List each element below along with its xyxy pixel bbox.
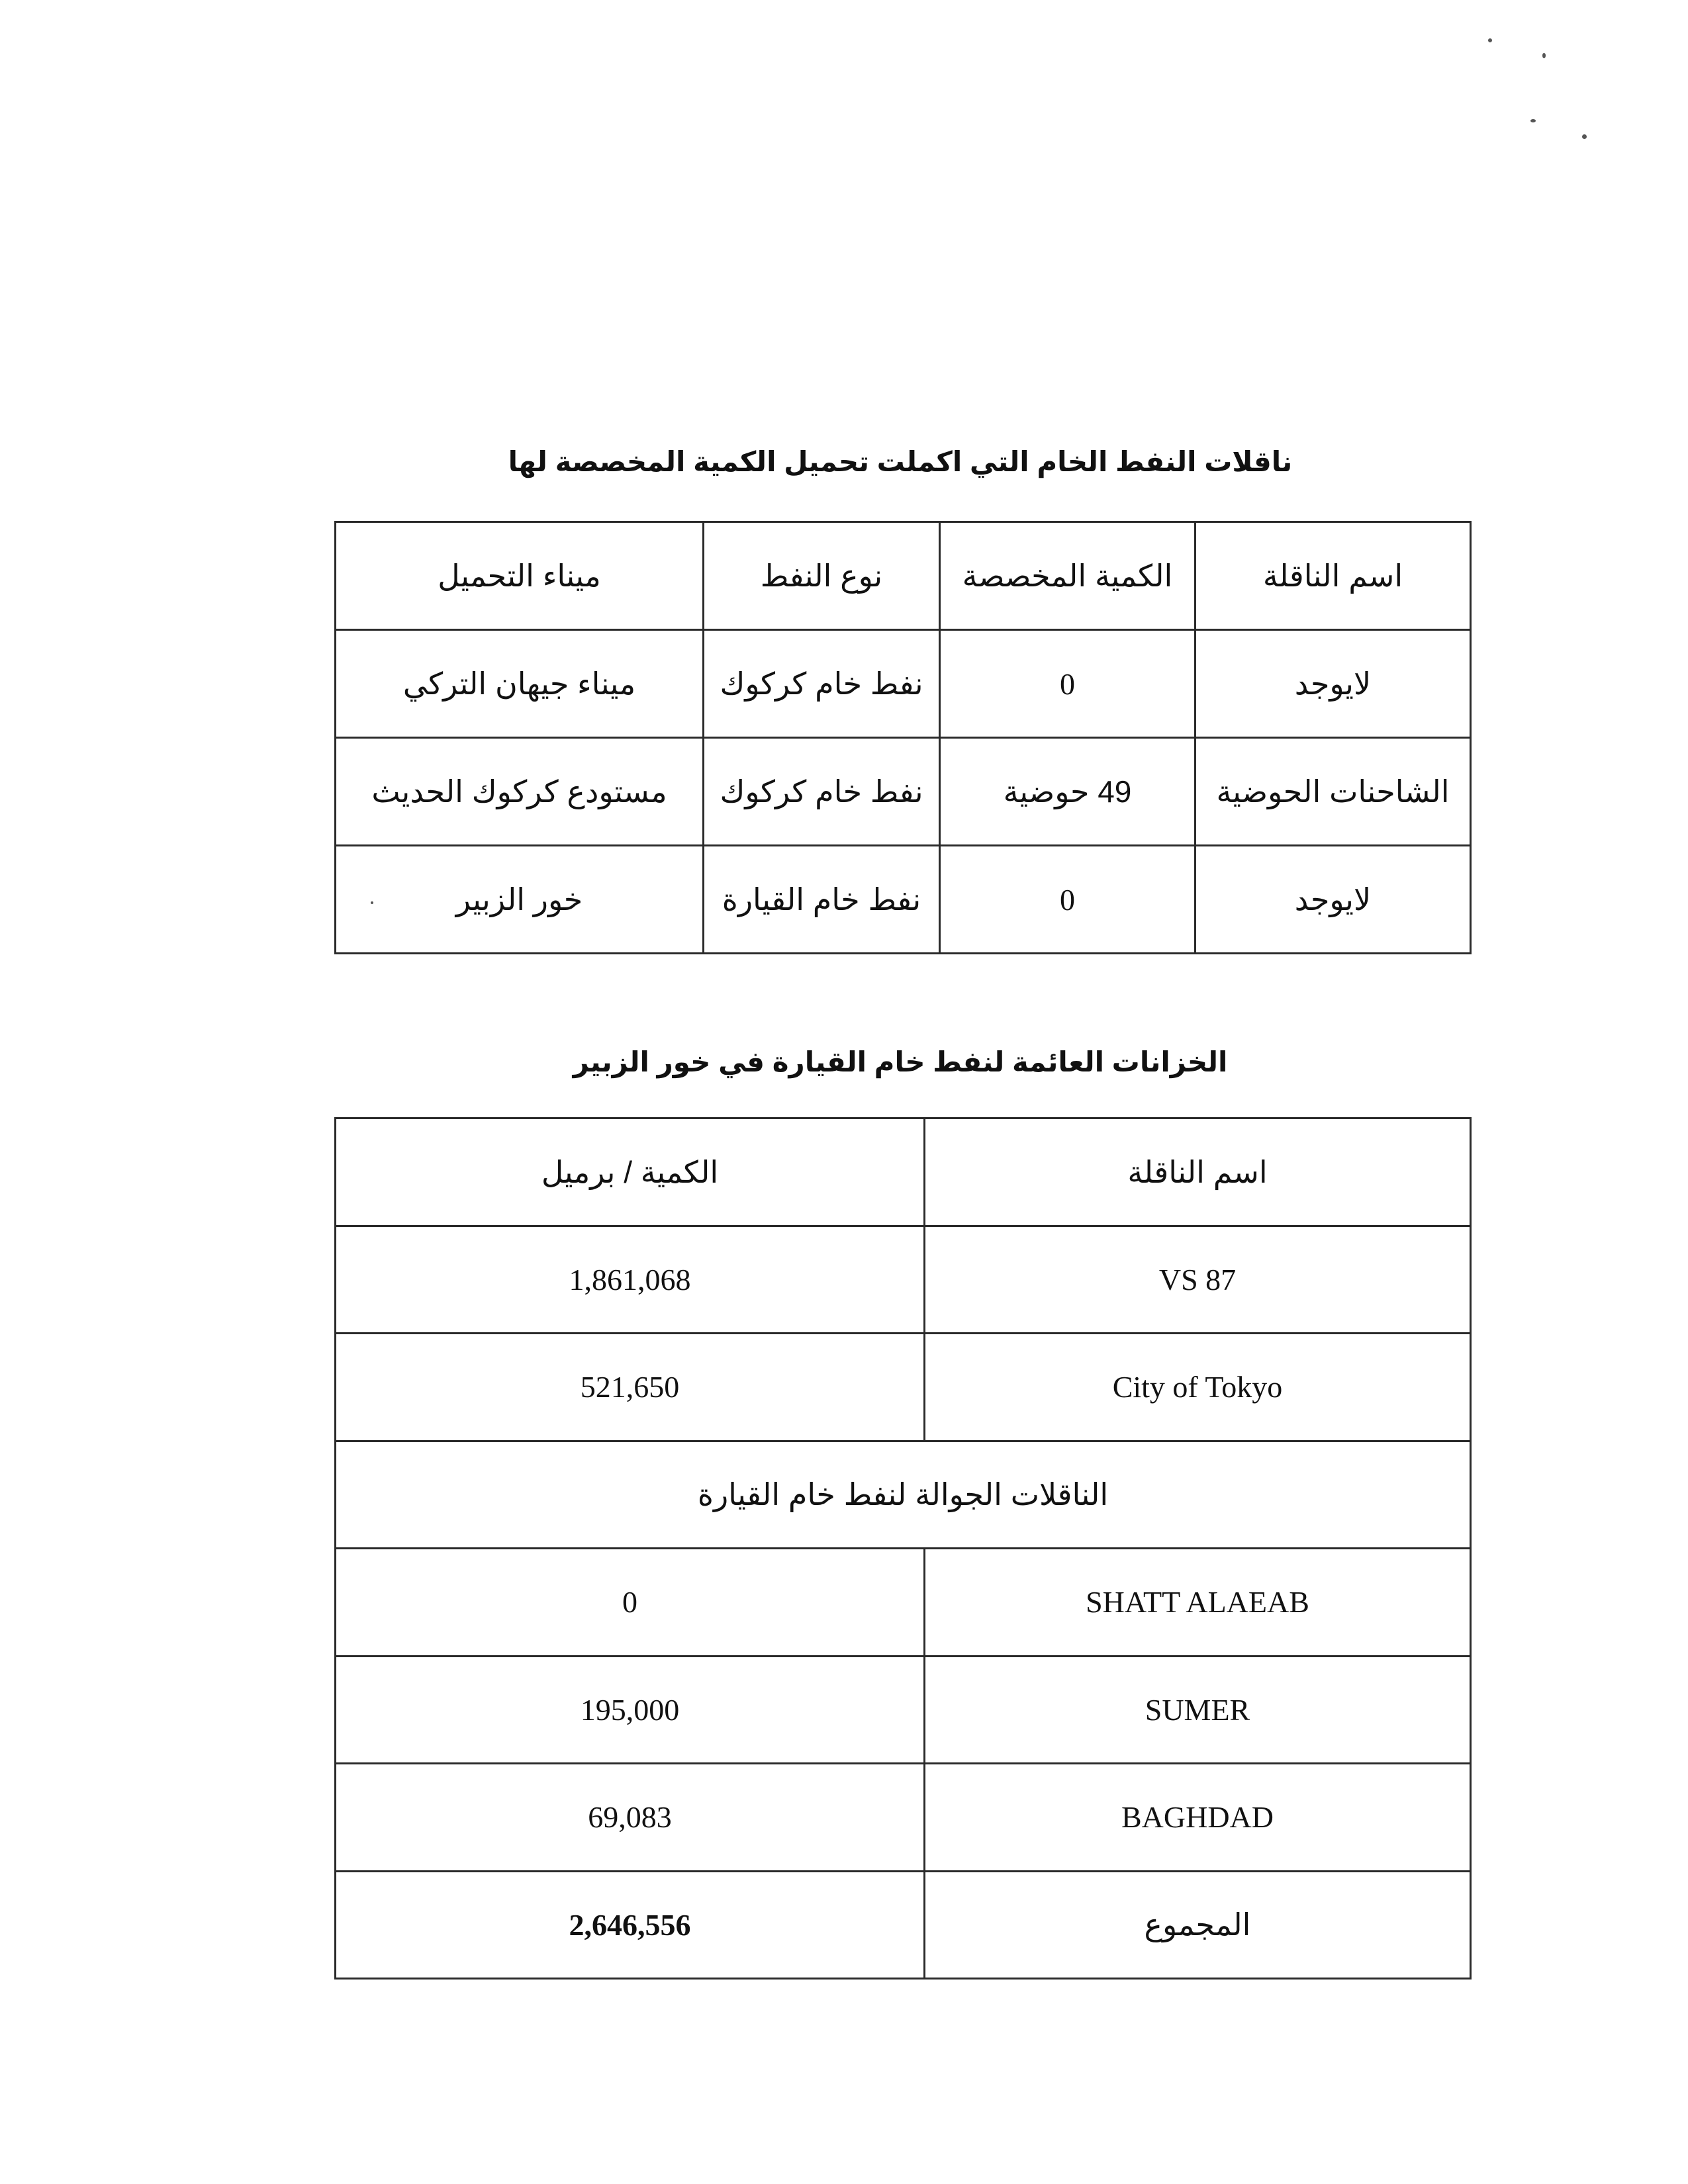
cell-tanker-name: الشاحنات الحوضية xyxy=(1196,738,1471,846)
scan-speck xyxy=(1542,53,1546,58)
cell-tanker-name: لايوجد xyxy=(1196,630,1471,738)
cell-quantity: 1,861,068 xyxy=(336,1226,925,1334)
cell-tanker-name: SHATT ALAEAB xyxy=(925,1549,1471,1657)
cell-tanker-name: VS 87 xyxy=(925,1226,1471,1334)
cell-oil-type: نفط خام كركوك xyxy=(704,630,940,738)
cell-allocated-quantity: 0 xyxy=(940,630,1196,738)
scan-speck xyxy=(1488,38,1492,42)
cell-quantity: 521,650 xyxy=(336,1334,925,1441)
table-row xyxy=(336,1334,1471,1441)
cell-oil-type: نفط خام القيارة xyxy=(704,846,940,954)
table-header-row xyxy=(336,522,1471,630)
section1-title: ناقلات النفط الخام التي اكملت تحميل الكمية المخصصة لها xyxy=(508,446,1293,477)
header-tanker-name: اسم الناقلة xyxy=(1196,522,1471,630)
table-row xyxy=(336,738,1471,846)
cell-loading-port: خور الزبير xyxy=(336,846,704,954)
cell-tanker-name: BAGHDAD xyxy=(925,1764,1471,1872)
header-quantity-barrels: الكمية / برميل xyxy=(336,1118,925,1226)
header-allocated-quantity: الكمية المخصصة xyxy=(940,522,1196,630)
floating-storage-table xyxy=(334,1117,1472,1979)
cell-loading-port: مستودع كركوك الحديث xyxy=(336,738,704,846)
completed-tankers-table xyxy=(334,521,1472,954)
table-row xyxy=(336,1549,1471,1657)
cell-allocated-quantity: 49 حوضية xyxy=(940,738,1196,846)
scan-speck xyxy=(371,901,373,904)
table-header-row xyxy=(336,1118,1471,1226)
header-loading-port: ميناء التحميل xyxy=(336,522,704,630)
cell-quantity: 195,000 xyxy=(336,1656,925,1764)
cell-oil-type: نفط خام كركوك xyxy=(704,738,940,846)
scan-speck xyxy=(1530,119,1536,122)
cell-quantity: 0 xyxy=(336,1549,925,1657)
scan-speck xyxy=(1582,134,1587,139)
cell-tanker-name: City of Tokyo xyxy=(925,1334,1471,1441)
total-value: 2,646,556 xyxy=(336,1871,925,1979)
section2-title: الخزانات العائمة لنفط خام القيارة في خور الزبير xyxy=(573,1046,1228,1077)
header-tanker-name: اسم الناقلة xyxy=(925,1118,1471,1226)
table-row xyxy=(336,846,1471,954)
table-row xyxy=(336,1656,1471,1764)
cell-tanker-name: SUMER xyxy=(925,1656,1471,1764)
cell-allocated-quantity: 0 xyxy=(940,846,1196,954)
total-label: المجموع xyxy=(925,1871,1471,1979)
cell-loading-port: ميناء جيهان التركي xyxy=(336,630,704,738)
table-row xyxy=(336,630,1471,738)
table-total-row xyxy=(336,1871,1471,1979)
cell-tanker-name: لايوجد xyxy=(1196,846,1471,954)
header-oil-type: نوع النفط xyxy=(704,522,940,630)
table-subheader-row xyxy=(336,1441,1471,1549)
table-row xyxy=(336,1226,1471,1334)
table-row xyxy=(336,1764,1471,1872)
cell-quantity: 69,083 xyxy=(336,1764,925,1872)
shuttle-tankers-subheader: الناقلات الجوالة لنفط خام القيارة xyxy=(336,1441,1471,1549)
